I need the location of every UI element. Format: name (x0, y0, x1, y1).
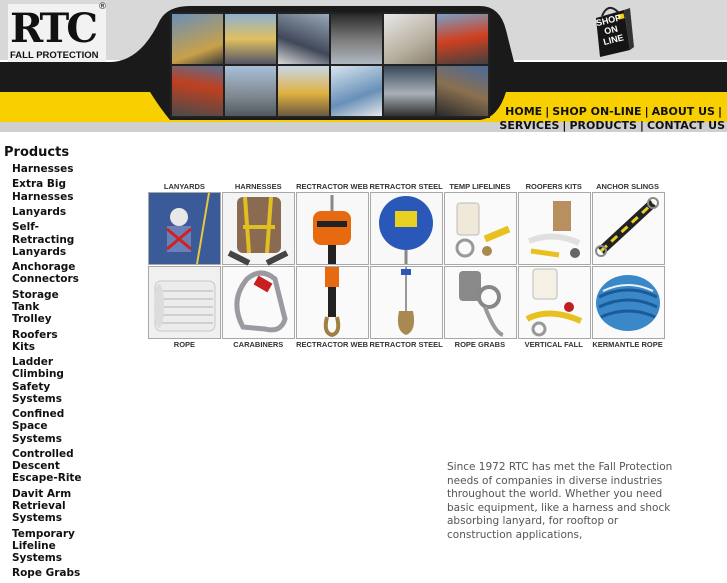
retractor-web-lanyard-photo-icon (297, 267, 368, 338)
nav-home-link[interactable]: HOME (505, 105, 543, 118)
site-header (0, 0, 727, 140)
sidebar-item-self-retracting-lanyards[interactable]: Self-Retracting Lanyards (12, 221, 75, 258)
sidebar-item-roofers-kits[interactable]: Roofers Kits (12, 328, 58, 353)
tile-label[interactable]: ROPE GRABS (454, 340, 506, 349)
kermantle-rope-photo-icon (593, 267, 664, 338)
nav-contact-us-link[interactable]: CONTACT US (646, 119, 725, 132)
anchor-slings-tile[interactable] (592, 192, 665, 265)
temp-lifeline-kit-photo-icon (445, 193, 516, 264)
tile-label[interactable]: HARNESSES (234, 182, 282, 191)
product-image-grid (148, 181, 664, 350)
roofers-kit-photo-icon (519, 193, 590, 264)
tile-label[interactable]: RECTRACTOR WEB (296, 340, 369, 349)
rtc-logo[interactable] (8, 4, 106, 62)
tile-label[interactable]: TEMP LIFELINES (449, 182, 511, 191)
retractor-steel-tile[interactable] (370, 192, 443, 265)
collage-photo (437, 66, 488, 116)
nav-products-link[interactable]: PRODUCTS (569, 119, 637, 132)
header-photo-collage (170, 12, 490, 118)
sidebar-item-rope-grabs[interactable]: Rope Grabs (12, 567, 81, 580)
rope-spool-photo-icon (149, 267, 220, 338)
tile-label[interactable]: RECTRACTOR WEB (296, 182, 369, 191)
tile-label[interactable]: LANYARDS (163, 182, 205, 191)
collage-photo (172, 66, 223, 116)
sidebar-item-controlled-descent[interactable]: Controlled Descent Escape-Rite (12, 447, 82, 485)
grid-row-1 (148, 192, 664, 265)
tile-label[interactable]: RETRACTOR STEEL (369, 340, 443, 349)
carabiners-tile[interactable] (222, 266, 295, 339)
tile-label[interactable]: ROOFERS KITS (525, 182, 582, 191)
top-nav-row1 (505, 105, 725, 118)
collage-photo (384, 14, 435, 64)
nav-separator: | (545, 105, 550, 118)
nav-separator: | (562, 119, 567, 132)
rope-grabs-tile[interactable] (444, 266, 517, 339)
registered-mark: ® (98, 2, 107, 12)
nav-separator: | (639, 119, 644, 132)
lanyards-tile[interactable] (148, 192, 221, 265)
sidebar-item-ladder-climbing[interactable]: Ladder Climbing Safety Systems (12, 356, 64, 405)
collage-photo (437, 14, 488, 64)
retractor-steel-2-tile[interactable] (370, 266, 443, 339)
retractor-steel-cable-photo-icon (371, 267, 442, 338)
sidebar-item-extra-big-harnesses[interactable]: Extra Big Harnesses (12, 178, 74, 203)
collage-photo (278, 66, 329, 116)
tile-label[interactable]: RETRACTOR STEEL (369, 182, 443, 191)
vertical-fall-kit-photo-icon (519, 267, 590, 338)
top-nav-row2 (499, 119, 725, 132)
kermantle-rope-tile[interactable] (592, 266, 665, 339)
retractor-steel-blue-photo-icon (371, 193, 442, 264)
logo-tagline: FALL PROTECTION (10, 50, 99, 61)
collage-photo (384, 66, 435, 116)
anchor-sling-photo-icon (593, 193, 664, 264)
logo-letters: RTC (10, 5, 96, 52)
nav-shop-online-link[interactable]: SHOP ON-LINE (552, 105, 642, 118)
sidebar-item-davit-arm[interactable]: Davit Arm Retrieval Systems (12, 487, 72, 525)
carabiner-photo-icon (223, 267, 294, 338)
lanyard-person-photo-icon (149, 193, 220, 264)
grid-row-2 (148, 266, 664, 339)
tile-label[interactable]: ROPE (173, 340, 196, 349)
product-category-list (4, 163, 144, 580)
grid-top-labels (148, 181, 664, 192)
nav-separator: | (717, 105, 722, 118)
rope-tile[interactable] (148, 266, 221, 339)
sidebar-item-lanyards[interactable]: Lanyards (12, 205, 67, 218)
harness-photo-icon (223, 193, 294, 264)
tile-label[interactable]: KERMANTLE ROPE (592, 340, 663, 349)
retractor-web-2-tile[interactable] (296, 266, 369, 339)
grid-bottom-labels (148, 339, 664, 350)
nav-about-us-link[interactable]: ABOUT US (651, 105, 715, 118)
vertical-fall-tile[interactable] (518, 266, 591, 339)
retractor-web-tile[interactable] (296, 192, 369, 265)
collage-photo (225, 14, 276, 64)
products-sidebar (4, 145, 144, 583)
tile-label[interactable]: VERTICAL FALL (524, 340, 583, 349)
rope-grab-photo-icon (445, 267, 516, 338)
shop-online-text: SHOP ON LINE (594, 12, 625, 48)
retractor-web-orange-photo-icon (297, 193, 368, 264)
nav-separator: | (644, 105, 649, 118)
sidebar-item-storage-tank-trolley[interactable]: Storage Tank Trolley (12, 288, 59, 326)
collage-photo (278, 14, 329, 64)
collage-photo (331, 14, 382, 64)
products-heading: Products (4, 145, 70, 160)
collage-photo (331, 66, 382, 116)
sidebar-item-anchorage-connectors[interactable]: Anchorage Connectors (12, 261, 79, 286)
sidebar-item-harnesses[interactable]: Harnesses (12, 163, 74, 175)
tile-label[interactable]: CARABINERS (233, 340, 284, 349)
collage-photo (172, 14, 223, 64)
sidebar-item-temporary-lifeline[interactable]: Temporary Lifeline Systems (12, 527, 75, 564)
sidebar-item-confined-space[interactable]: Confined Space Systems (12, 408, 65, 445)
shop-online-bag-icon[interactable] (588, 2, 634, 58)
harnesses-tile[interactable] (222, 192, 295, 265)
roofers-kits-tile[interactable] (518, 192, 591, 265)
temp-lifelines-tile[interactable] (444, 192, 517, 265)
tile-label[interactable]: ANCHOR SLINGS (596, 182, 660, 191)
nav-services-link[interactable]: SERVICES (499, 119, 560, 132)
collage-photo (225, 66, 276, 116)
company-intro-text: Since 1972 RTC has met the Fall Protection needs of companies in diverse industries throughout the world. Whether you need basic equipment, like a harness and shock absorbing lanyard, for rooftop or construction applications, (447, 461, 673, 541)
